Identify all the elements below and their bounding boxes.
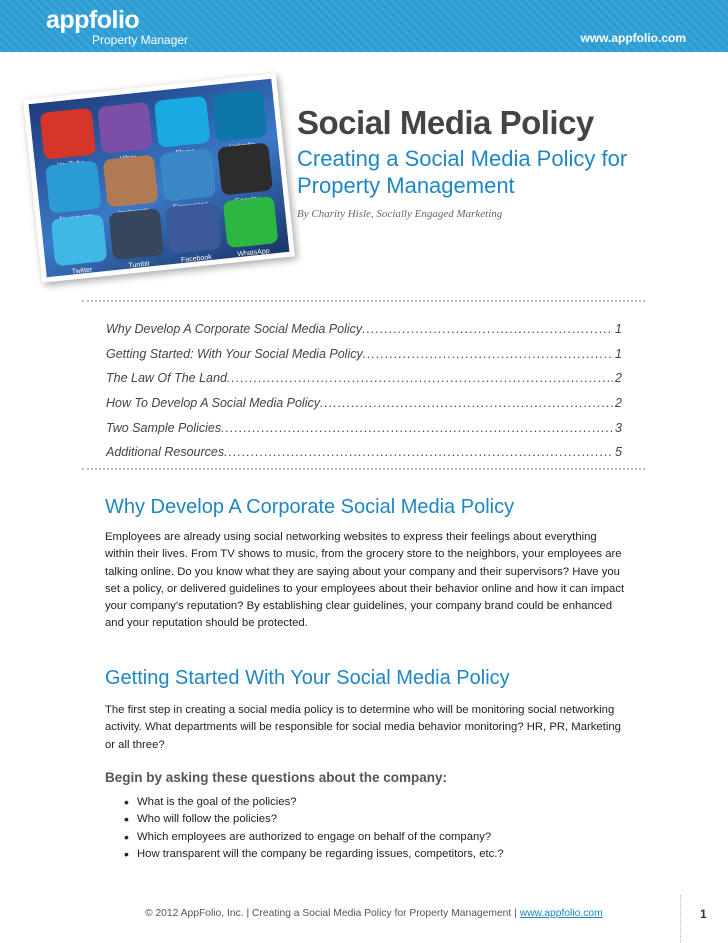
toc-entry-page: 1 bbox=[615, 346, 622, 361]
section-heading-getting-started: Getting Started With Your Social Media Policy bbox=[105, 667, 510, 689]
toc-entry-title: Getting Started: With Your Social Media Policy bbox=[106, 346, 363, 361]
toc-entry-title: Additional Resources bbox=[106, 445, 225, 460]
toc-entry-title: The Law Of The Land bbox=[106, 371, 227, 386]
section-body-getting-started: The first step in creating a social media policy is to determine who will be monitoring social networking activity. What departments will be responsible for social media behavior monitoring? HR, PR, Marketing or all three? bbox=[105, 704, 621, 751]
toc-entry-page: 2 bbox=[615, 396, 622, 411]
toc-entry-page: 5 bbox=[615, 445, 622, 460]
app-icon bbox=[222, 196, 278, 259]
app-icon bbox=[45, 161, 101, 213]
table-of-contents bbox=[106, 317, 622, 465]
toc-entry-title: Two Sample Policies bbox=[106, 420, 222, 435]
app-icon-label: Twitter bbox=[71, 266, 93, 276]
website-url[interactable]: www.appfolio.com bbox=[580, 31, 686, 45]
app-icon bbox=[154, 96, 210, 148]
footer-divider bbox=[680, 895, 681, 943]
toc-entry-page: 3 bbox=[615, 420, 622, 435]
author-byline: By Charity Hisle, Socially Engaged Marketing bbox=[297, 208, 503, 220]
toc-entry-page: 2 bbox=[615, 371, 622, 386]
toc-entry[interactable] bbox=[106, 440, 622, 465]
app-icon bbox=[102, 155, 158, 207]
app-icon bbox=[160, 149, 216, 201]
app-icon bbox=[51, 214, 107, 276]
toc-entry-title: How To Develop A Social Media Policy bbox=[106, 396, 320, 411]
toc-entry[interactable] bbox=[106, 366, 622, 391]
app-icon-label: Facebook bbox=[180, 253, 213, 265]
toc-entry-page: 1 bbox=[615, 322, 622, 337]
app-icon bbox=[97, 102, 153, 154]
page-title: Social Media Policy bbox=[297, 104, 594, 141]
toc-entry-title: Why Develop A Corporate Social Media Policy bbox=[106, 322, 363, 337]
app-icon-label: Tumblr bbox=[128, 260, 151, 270]
logo-subtitle: Property Manager bbox=[92, 33, 189, 47]
questions-subheading: Begin by asking these questions about the company: bbox=[105, 770, 448, 785]
app-grid bbox=[29, 79, 290, 278]
divider-top bbox=[82, 300, 645, 302]
toc-entry[interactable] bbox=[106, 317, 622, 342]
list-item: • Who will follow the policies? bbox=[124, 811, 504, 828]
app-icon bbox=[40, 108, 96, 160]
toc-leader-dots bbox=[363, 347, 613, 361]
list-item: • Which employees are authorized to engage on behalf of the company? bbox=[124, 829, 504, 846]
toc-entry[interactable] bbox=[106, 415, 622, 440]
list-item: • How transparent will the company be regarding issues, competitors, etc.? bbox=[124, 846, 504, 863]
app-icon bbox=[165, 202, 221, 265]
toc-leader-dots bbox=[320, 396, 613, 410]
footer-copyright: © 2012 AppFolio, Inc. | Creating a Social Media Policy for Property Management | bbox=[145, 908, 517, 919]
divider-bottom bbox=[82, 468, 645, 470]
app-icon-label: WhatsApp bbox=[237, 247, 271, 259]
toc-entry[interactable] bbox=[106, 391, 622, 416]
toc-leader-dots bbox=[362, 322, 613, 336]
smartphone-apps-photo bbox=[23, 73, 295, 283]
toc-leader-dots bbox=[224, 445, 613, 459]
footer-link[interactable]: www.appfolio.com bbox=[519, 908, 603, 919]
app-icon bbox=[108, 208, 164, 270]
toc-leader-dots bbox=[227, 371, 613, 385]
toc-entry[interactable] bbox=[106, 342, 622, 367]
header-banner bbox=[0, 0, 728, 52]
list-item: • What is the goal of the policies? bbox=[124, 794, 504, 811]
page-subtitle: Creating a Social Media Policy for Property Management bbox=[297, 146, 628, 198]
toc-leader-dots bbox=[221, 421, 613, 435]
questions-list bbox=[124, 794, 504, 863]
section-body-why: Employees are already using social networking websites to express their feelings about everything within their lives. From TV shows to music, from the grocery store to the neighbors, your employees are talking online. Do you know what they are saying about your company and their supervisors? Have you set a policy, or delivered guidelines to your employees about their behavior online and how it can impact your company's reputation? By establishing clear guidelines, your company brand could be enhanced and your reputation should be protected. bbox=[105, 531, 625, 630]
app-icon bbox=[217, 143, 273, 195]
footer bbox=[145, 908, 603, 919]
section-heading-why: Why Develop A Corporate Social Media Policy bbox=[105, 496, 515, 518]
appfolio-logo: appfolio bbox=[46, 6, 140, 34]
app-icon bbox=[211, 90, 267, 142]
page-number: 1 bbox=[700, 907, 707, 921]
